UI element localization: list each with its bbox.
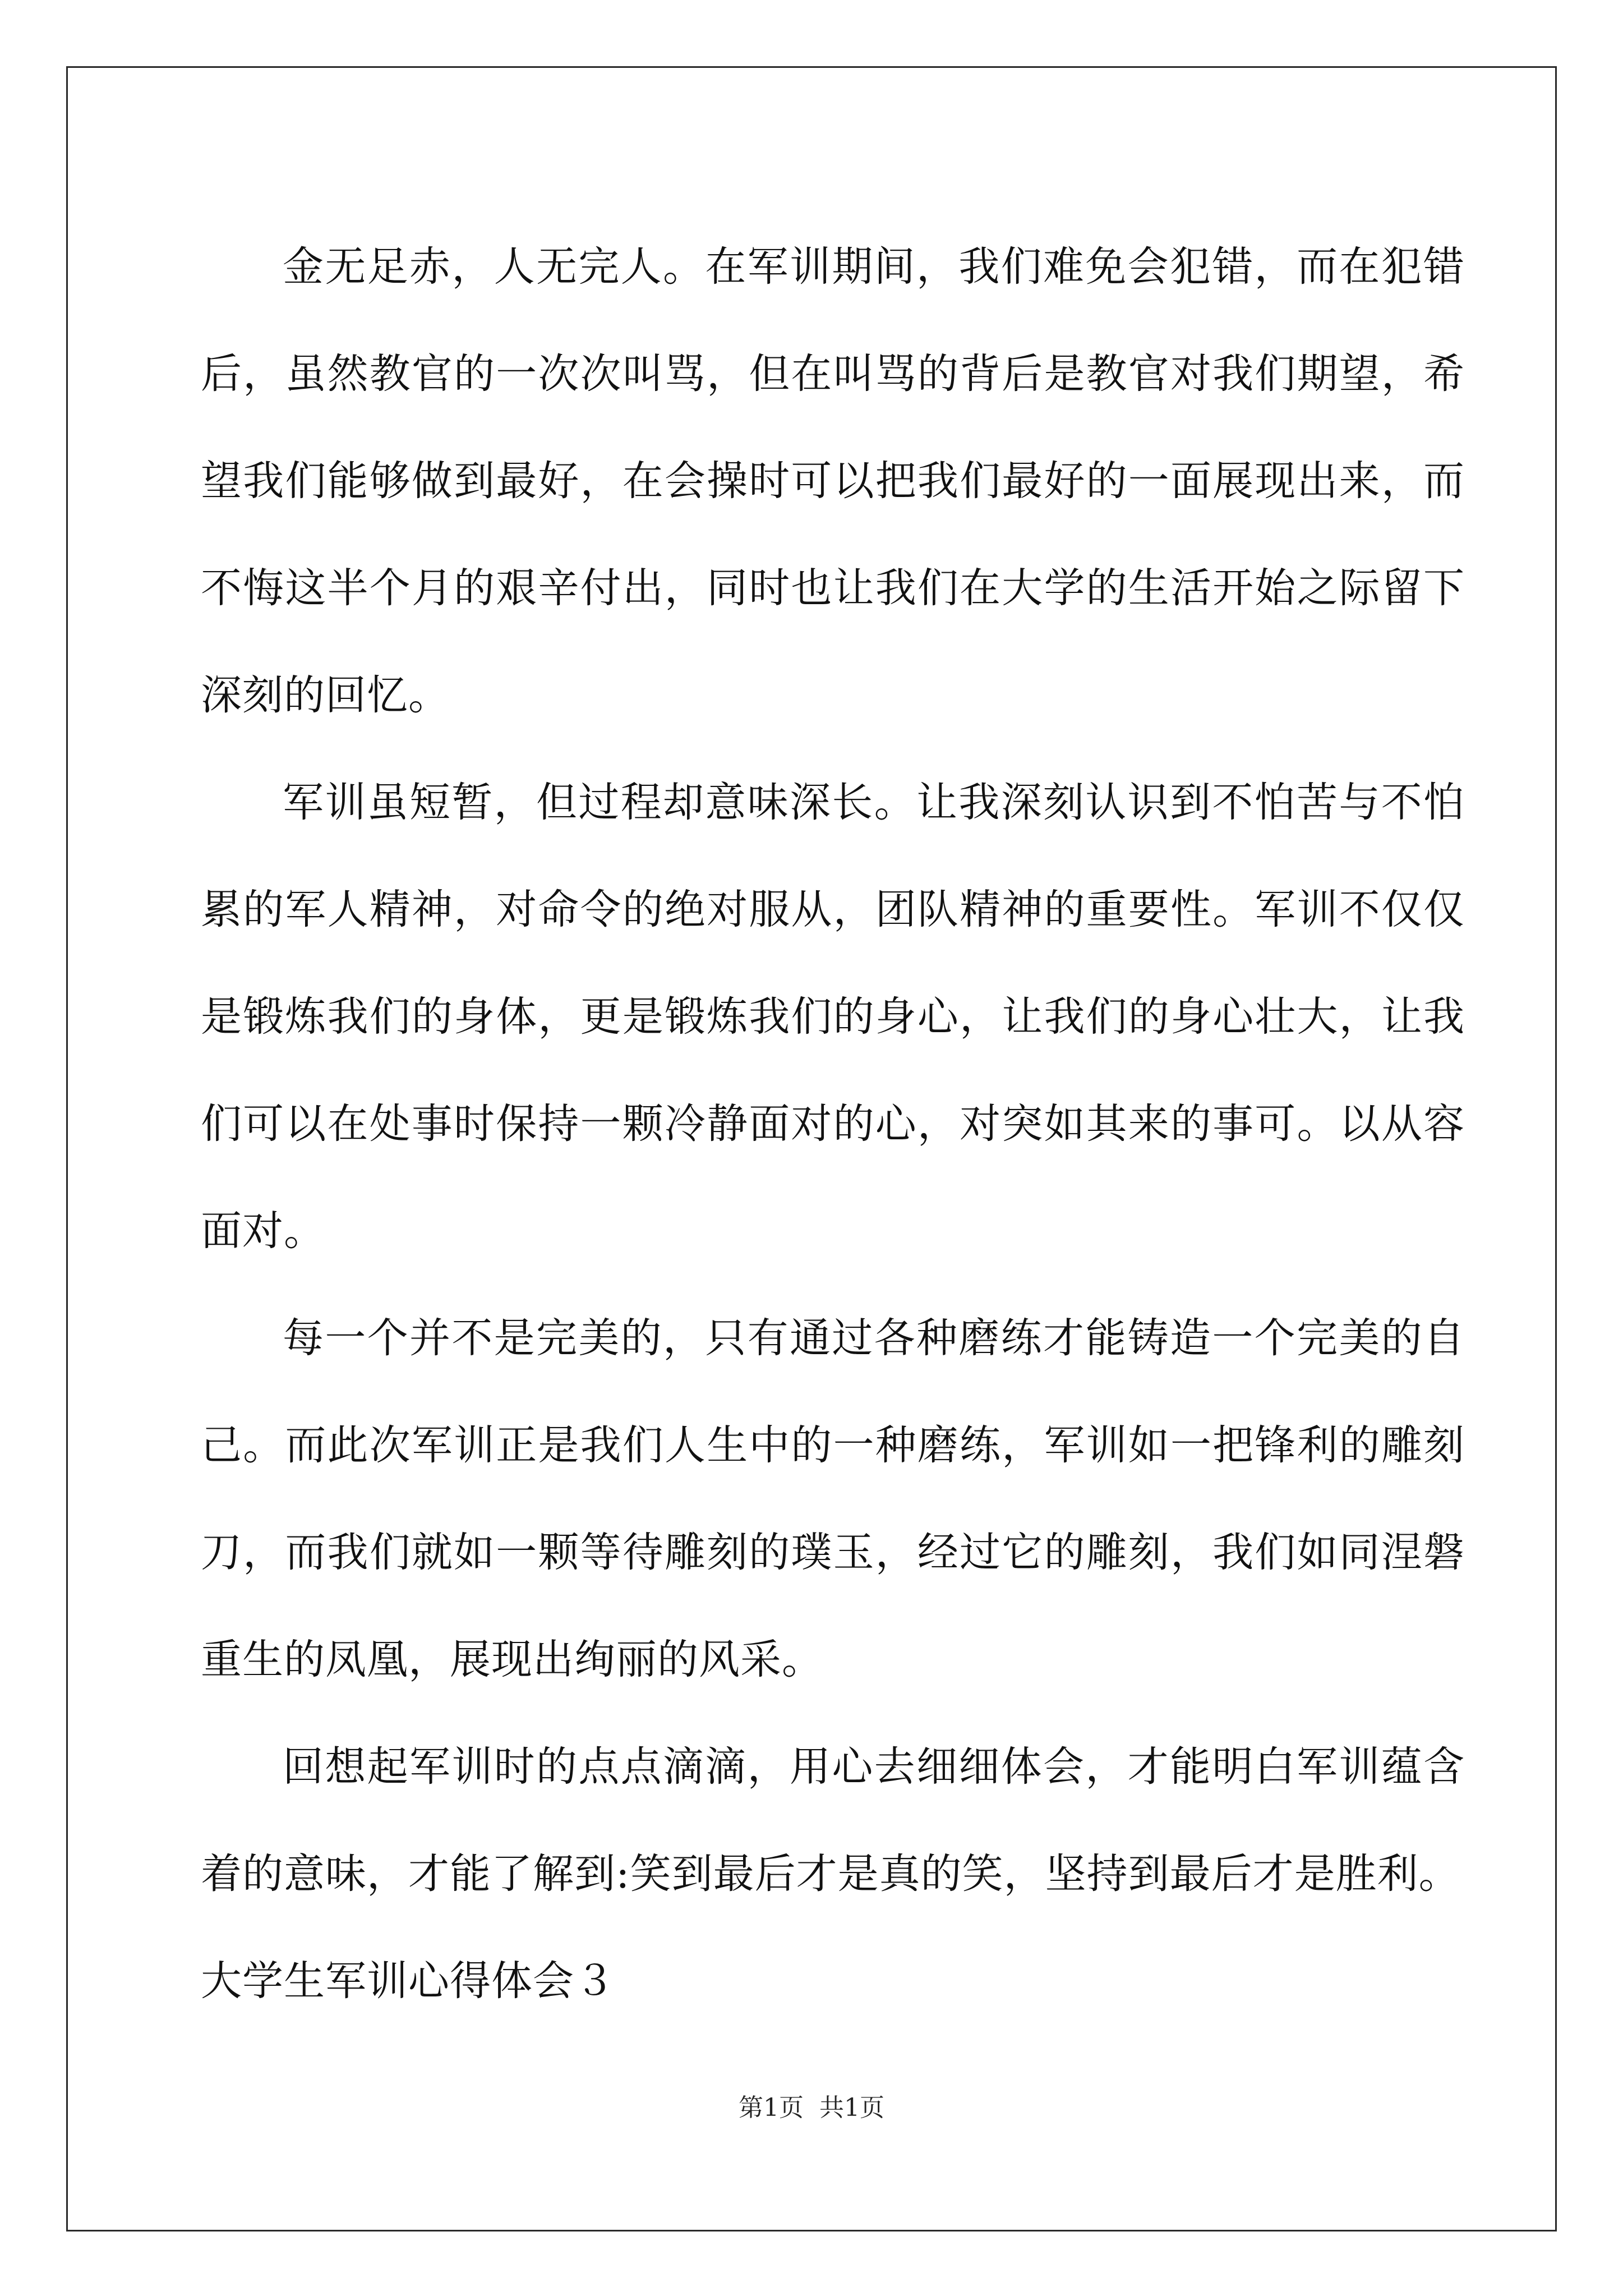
page-footer: [0, 2091, 1623, 2125]
page-total: 共1页: [819, 2093, 884, 2122]
paragraph-2: 军训虽短暂，但过程却意味深长。让我深刻认识到不怕苦与不怕累的军人精神，对命令的绝对服从，团队精神的重要性。军训不仅仅是锻炼我们的身体，更是锻炼我们的身心，让我们的身心壮大，让我们可以在处事时保持一颗冷静面对的心，对突如其来的事可。以从容面对。: [201, 779, 1465, 1255]
page-number: 第1页: [739, 2093, 804, 2122]
section-heading: 大学生军训心得体会３: [201, 1957, 616, 2005]
paragraph-4: 回想起军训时的点点滴滴，用心去细细体会，才能明白军训蕴含着的意味，才能了解到:笑到最后才是真的笑，坚持到最后才是胜利。: [201, 1743, 1465, 1898]
paragraph-3: 每一个并不是完美的，只有通过各种磨练才能铸造一个完美的自己。而此次军训正是我们人生中的一种磨练，军训如一把锋利的雕刻刀，而我们就如一颗等待雕刻的璞玉，经过它的雕刻，我们如同涅磐重生的凤凰，展现出绚丽的风采。: [201, 1314, 1465, 1683]
paragraph-1: 金无足赤，人无完人。在军训期间，我们难免会犯错，而在犯错后，虽然教官的一次次叫骂，但在叫骂的背后是教官对我们期望，希望我们能够做到最好，在会操时可以把我们最好的一面展现出来，而不悔这半个月的艰辛付出，同时也让我们在大学的生活开始之际留下深刻的回忆。: [201, 243, 1465, 719]
document-body: [201, 213, 1465, 2035]
